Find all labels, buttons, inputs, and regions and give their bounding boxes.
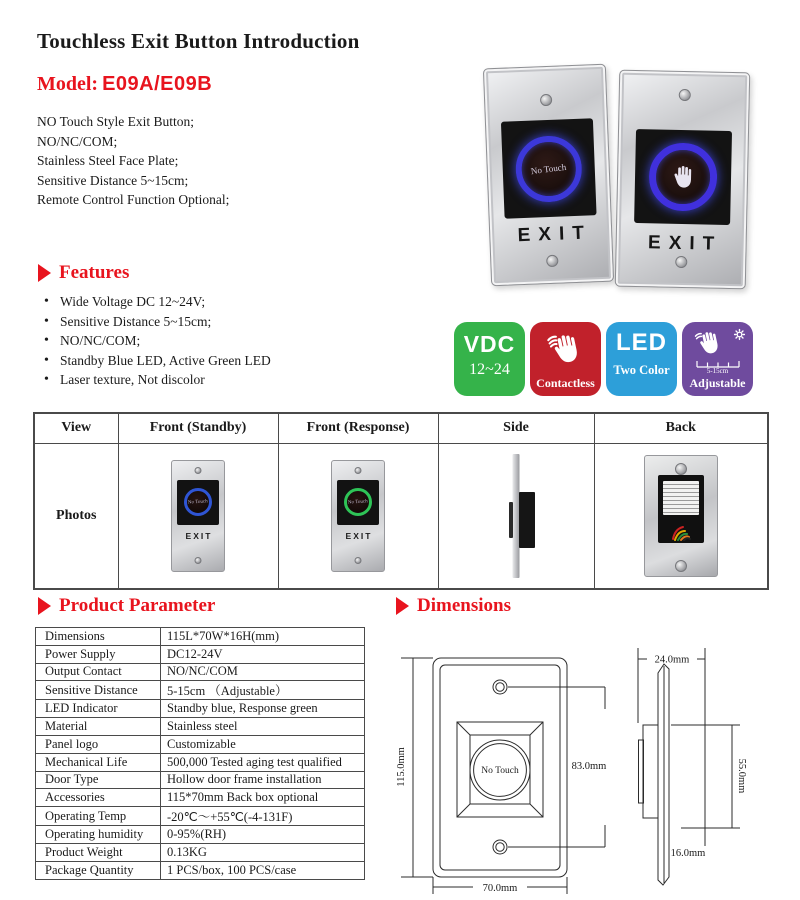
column-header: Front (Response) xyxy=(278,413,438,443)
parameter-row xyxy=(36,753,365,771)
parameter-value: 115*70mm Back box optional xyxy=(161,789,365,807)
parameter-row xyxy=(36,789,365,807)
badge-contactless-label: Contactless xyxy=(536,376,595,390)
intro-line: NO/NC/COM; xyxy=(37,133,118,149)
led-ring xyxy=(648,142,717,211)
column-header: View xyxy=(34,413,118,443)
sensor-body xyxy=(519,492,535,548)
no-touch-label: No Touch xyxy=(530,161,567,176)
parameter-value: 1 PCS/box, 100 PCS/case xyxy=(161,861,365,879)
intro-line: Remote Control Function Optional; xyxy=(37,192,230,207)
parameters-heading: Product Parameter xyxy=(38,595,215,617)
no-touch-label: No Touch xyxy=(187,499,208,506)
feature-item: • Standby Blue LED, Active Green LED xyxy=(42,351,271,371)
parameter-name: Material xyxy=(36,718,161,736)
features-heading: Features xyxy=(38,262,129,284)
intro-line: Sensitive Distance 5~15cm; xyxy=(37,172,189,188)
badge-led-title: LED xyxy=(616,329,667,356)
photo-front-response xyxy=(278,443,438,589)
screw-icon xyxy=(195,557,202,564)
parameter-row xyxy=(36,645,365,663)
dim-plate-depth: 16.0mm xyxy=(670,848,706,859)
parameter-value: DC12-24V xyxy=(161,645,365,663)
led-ring xyxy=(514,134,582,202)
parameter-row xyxy=(36,826,365,844)
product-photo-standby xyxy=(483,64,614,287)
photo-front-standby xyxy=(118,443,278,589)
badge-adjustable-range: 5-15cm xyxy=(706,367,729,375)
screw-icon xyxy=(678,89,690,101)
exit-label: EXIT xyxy=(345,530,373,541)
photo-table xyxy=(33,412,769,590)
intro-line: NO Touch Style Exit Button; xyxy=(37,114,195,129)
photo-table-row xyxy=(34,443,768,589)
dim-height: 115.0mm xyxy=(396,747,407,787)
hand-icon xyxy=(667,162,698,193)
screw-icon xyxy=(546,255,558,267)
dim-depth-top: 24.0mm xyxy=(654,654,690,666)
screw-icon xyxy=(675,463,687,475)
dim-screw-span: 83.0mm xyxy=(571,761,607,772)
parameter-value: 0.13KG xyxy=(161,843,365,861)
hand-icon xyxy=(691,325,727,361)
badge-voltage-title: VDC xyxy=(463,331,516,357)
sensor-panel xyxy=(177,480,219,525)
dimensions-heading: Dimensions xyxy=(396,595,511,617)
dim-button-height: 55.0mm xyxy=(736,758,747,794)
feature-item: • Wide Voltage DC 12~24V; xyxy=(42,292,271,312)
parameter-name: Dimensions xyxy=(36,628,161,646)
wires-icon xyxy=(669,521,693,541)
parameter-row xyxy=(36,807,365,826)
photo-back xyxy=(594,443,768,589)
parameter-value: Stainless steel xyxy=(161,718,365,736)
screw-icon xyxy=(195,467,202,474)
arrow-icon xyxy=(396,597,409,615)
parameter-name: Output Contact xyxy=(36,663,161,681)
parameter-row xyxy=(36,681,365,700)
parameter-row xyxy=(36,700,365,718)
photos-row-label: Photos xyxy=(34,443,118,589)
parameter-name: Door Type xyxy=(36,771,161,789)
dim-width: 70.0mm xyxy=(482,883,518,894)
sensor-panel xyxy=(634,129,732,225)
page-title: Touchless Exit Button Introduction xyxy=(37,29,360,53)
parameter-value: 115L*70W*16H(mm) xyxy=(161,628,365,646)
badge-adjustable-label: Adjustable xyxy=(689,376,746,390)
parameter-value: NO/NC/COM xyxy=(161,663,365,681)
feature-item: • Sensitive Distance 5~15cm; xyxy=(42,312,271,332)
model-value: E09A/E09B xyxy=(102,73,213,95)
feature-badges xyxy=(454,322,753,396)
back-box xyxy=(658,475,704,543)
gear-icon xyxy=(733,328,746,341)
parameter-row xyxy=(36,861,365,879)
features-list xyxy=(42,292,271,390)
intro-list xyxy=(37,112,229,210)
parameter-value: 5-15cm （Adjustable） xyxy=(161,681,365,700)
parameter-name: LED Indicator xyxy=(36,700,161,718)
screw-icon xyxy=(675,256,687,268)
screw-icon xyxy=(355,467,362,474)
photo-table-header-row xyxy=(34,413,768,443)
sensor-panel xyxy=(500,118,596,218)
exit-label: EXIT xyxy=(647,232,723,255)
badge-voltage-range: 12~24 xyxy=(469,361,510,378)
exit-label: EXIT xyxy=(185,530,213,541)
no-touch-label: No Touch xyxy=(481,766,519,776)
parameter-name: Power Supply xyxy=(36,645,161,663)
badge-led-subtitle: Two Color xyxy=(613,363,670,377)
column-header: Front (Standby) xyxy=(118,413,278,443)
parameter-name: Product Weight xyxy=(36,843,161,861)
screw-icon xyxy=(675,560,687,572)
screw-icon xyxy=(355,557,362,564)
parameter-row xyxy=(36,735,365,753)
arrow-icon xyxy=(38,597,51,615)
parameter-name: Mechanical Life xyxy=(36,753,161,771)
badge-voltage xyxy=(454,322,525,396)
parameter-value: Standby blue, Response green xyxy=(161,700,365,718)
parameter-name: Sensitive Distance xyxy=(36,681,161,700)
parameter-row xyxy=(36,771,365,789)
screw-icon xyxy=(539,94,551,106)
photo-side xyxy=(438,443,594,589)
response-led-ring xyxy=(344,488,372,516)
dimensions-diagram xyxy=(395,628,795,900)
parameter-value: -20℃～+55℃(-4-131F) xyxy=(161,807,365,826)
parameter-table xyxy=(35,627,365,880)
no-touch-label: No Touch xyxy=(347,499,368,506)
badge-contactless xyxy=(530,322,601,396)
column-header: Back xyxy=(594,413,768,443)
sensor-panel xyxy=(337,480,379,525)
parameter-value: Customizable xyxy=(161,735,365,753)
parameter-value: Hollow door frame installation xyxy=(161,771,365,789)
exit-label: EXIT xyxy=(517,222,593,247)
parameter-row xyxy=(36,628,365,646)
badge-led xyxy=(606,322,677,396)
intro-line: Stainless Steel Face Plate; xyxy=(37,153,179,168)
sensor-front xyxy=(509,502,513,538)
label-sticker xyxy=(663,481,699,515)
model-label: Model: xyxy=(37,73,99,95)
product-photo-response xyxy=(615,70,751,290)
feature-item: • NO/NC/COM; xyxy=(42,331,271,351)
parameter-value: 500,000 Tested aging test qualified xyxy=(161,753,365,771)
parameter-name: Panel logo xyxy=(36,735,161,753)
parameter-name: Package Quantity xyxy=(36,861,161,879)
parameter-name: Operating Temp xyxy=(36,807,161,826)
badge-adjustable xyxy=(682,322,753,396)
hand-icon xyxy=(543,326,588,371)
parameter-value: 0-95%(RH) xyxy=(161,826,365,844)
column-header: Side xyxy=(438,413,594,443)
parameter-row xyxy=(36,718,365,736)
standby-led-ring xyxy=(184,488,212,516)
parameter-name: Accessories xyxy=(36,789,161,807)
parameter-row xyxy=(36,663,365,681)
arrow-icon xyxy=(38,264,51,282)
parameter-row xyxy=(36,843,365,861)
parameter-name: Operating humidity xyxy=(36,826,161,844)
feature-item: • Laser texture, Not discolor xyxy=(42,370,271,390)
model-line xyxy=(37,73,212,96)
